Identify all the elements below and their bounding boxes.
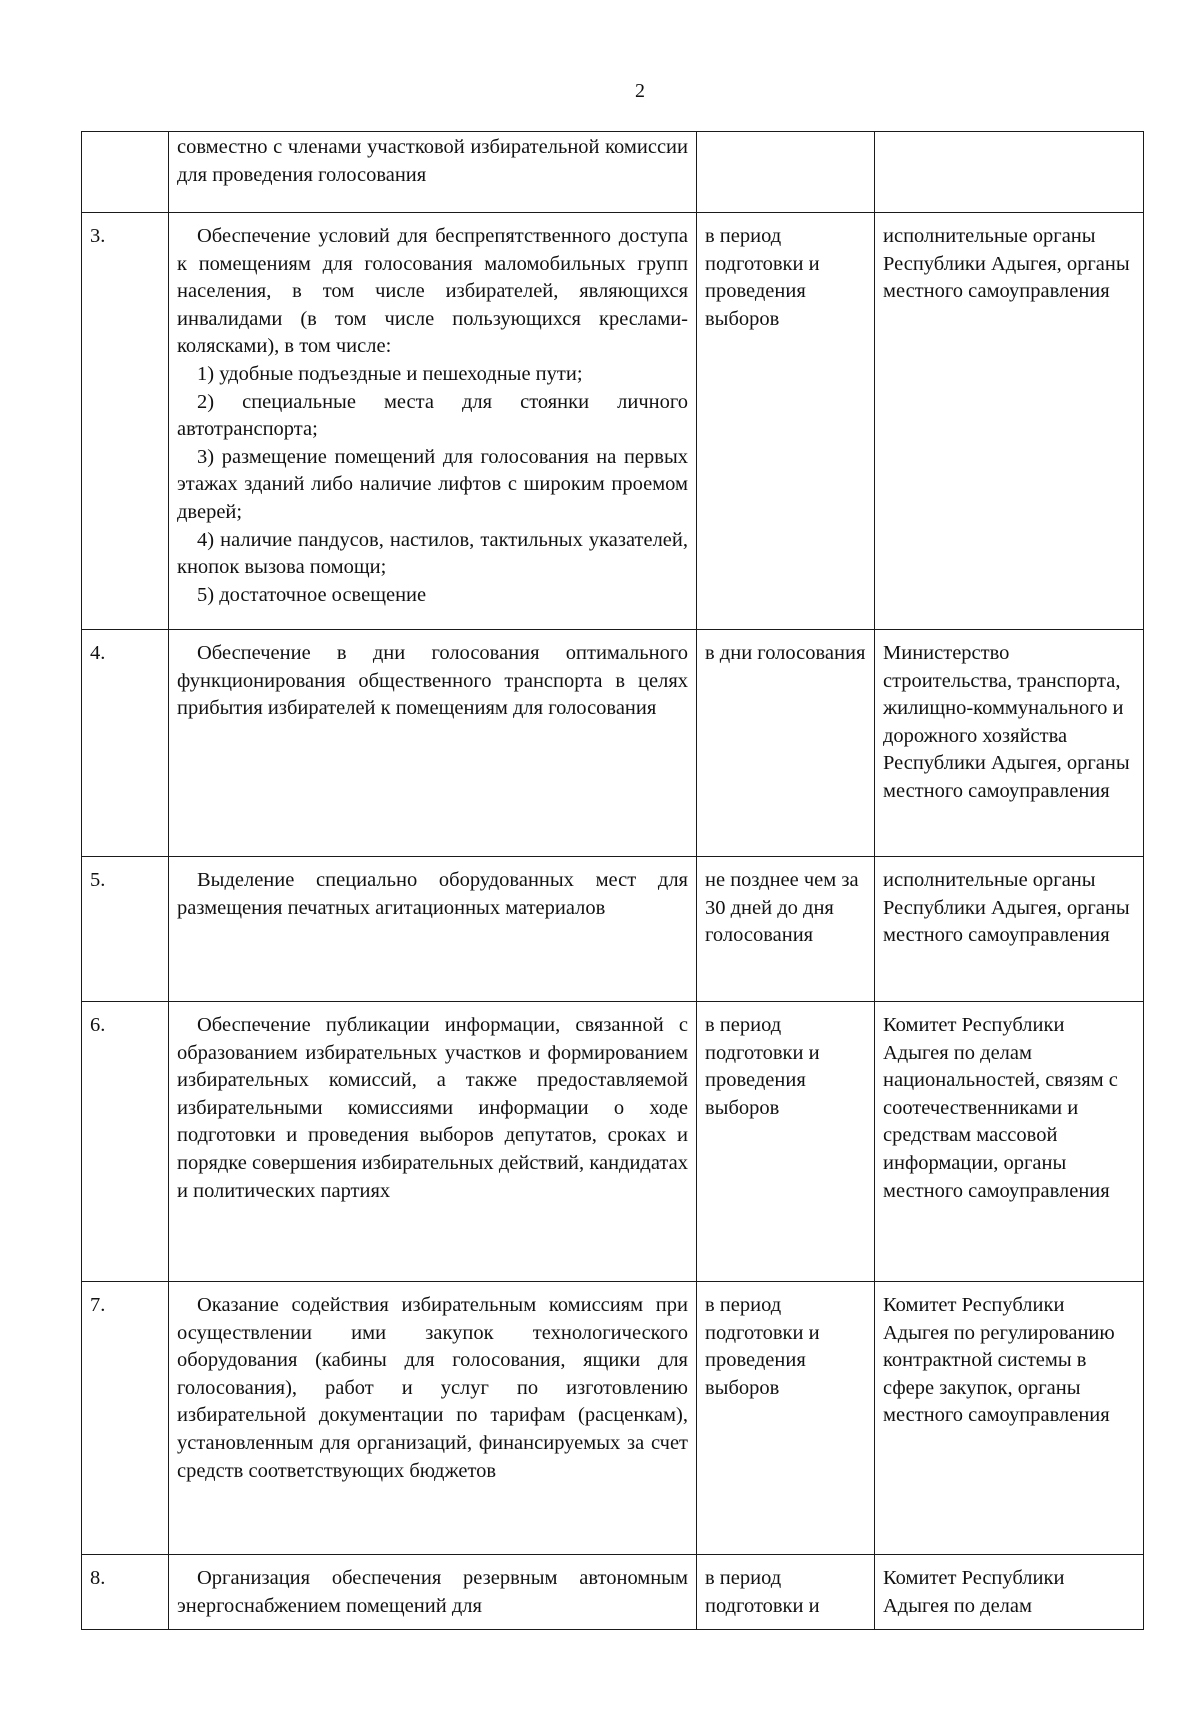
row-description: [169, 1002, 697, 1282]
row-number: 8.: [82, 1555, 169, 1630]
description-list-item: 5) достаточное освещение: [197, 583, 427, 606]
row-term: в дни голосования: [697, 630, 875, 857]
row-term: не позднее чем за 30 дней до дня голосования: [697, 857, 875, 1002]
row-number: 6.: [82, 1002, 169, 1282]
measures-table: [81, 131, 1144, 1630]
row-description: [169, 1555, 697, 1630]
description-paragraph: Оказание содействия избирательным комиссиям при осуществлении ими закупок технологического оборудования (кабины для голосования, ящики для голосования), работ и услуг по изготовлению избирательной документации по тарифам (расценкам), установленным для организаций, финансируемых за счет средств соответствующих бюджетов: [177, 1294, 688, 1482]
table-row: [82, 1282, 1144, 1555]
row-term: в период подготовки и проведения выборов: [697, 213, 875, 630]
row-term: в период подготовки и: [697, 1555, 875, 1630]
row-responsible: исполнительные органы Республики Адыгея, органы местного самоуправления: [875, 857, 1144, 1002]
table-row: [82, 857, 1144, 1002]
table-row: [82, 132, 1144, 213]
table-row: [82, 630, 1144, 857]
row-number: 5.: [82, 857, 169, 1002]
row-number: 4.: [82, 630, 169, 857]
row-responsible: Комитет Республики Адыгея по делам национальностей, связям с соотечественниками и средствам массовой информации, органы местного самоуправления: [875, 1002, 1144, 1282]
row-description: [169, 213, 697, 630]
description-paragraph: совместно с членами участковой избирательной комиссии для проведения голосования: [177, 136, 688, 186]
description-paragraph: Организация обеспечения резервным автономным энергоснабжением помещений для: [177, 1567, 688, 1617]
row-responsible: Министерство строительства, транспорта, жилищно-коммунального и дорожного хозяйства Республики Адыгея, органы местного самоуправления: [875, 630, 1144, 857]
row-description: [169, 857, 697, 1002]
row-responsible: Комитет Республики Адыгея по делам: [875, 1555, 1144, 1630]
row-number: 3.: [82, 213, 169, 630]
description-list-item: 2) специальные места для стоянки личного автотранспорта;: [177, 390, 688, 441]
table-row: [82, 1002, 1144, 1282]
row-description: [169, 1282, 697, 1555]
row-responsible: Комитет Республики Адыгея по регулированию контрактной системы в сфере закупок, органы местного самоуправления: [875, 1282, 1144, 1555]
row-number: [82, 132, 169, 213]
row-number: 7.: [82, 1282, 169, 1555]
description-list-item: 1) удобные подъездные и пешеходные пути;: [197, 362, 583, 385]
row-responsible: [875, 132, 1144, 213]
table-row: [82, 1555, 1144, 1630]
description-paragraph: Выделение специально оборудованных мест для размещения печатных агитационных материалов: [177, 869, 688, 919]
description-list-item: 4) наличие пандусов, настилов, тактильных указателей, кнопок вызова помощи;: [177, 528, 688, 579]
row-description: [169, 630, 697, 857]
page-number: 2: [635, 80, 645, 102]
row-term: в период подготовки и проведения выборов: [697, 1282, 875, 1555]
row-term: в период подготовки и проведения выборов: [697, 1002, 875, 1282]
row-term: [697, 132, 875, 213]
description-paragraph: Обеспечение условий для беспрепятственного доступа к помещениям для голосования маломобильных групп населения, в том числе избирателей, являющихся инвалидами (в том числе пользующихся креслами-колясками), в том числе:: [177, 225, 688, 358]
description-list-item: 3) размещение помещений для голосования на первых этажах зданий либо наличие лифтов с широким проемом дверей;: [177, 445, 688, 523]
row-description: [169, 132, 697, 213]
row-responsible: исполнительные органы Республики Адыгея, органы местного самоуправления: [875, 213, 1144, 630]
description-paragraph: Обеспечение в дни голосования оптимального функционирования общественного транспорта в целях прибытия избирателей к помещениям для голосования: [177, 642, 688, 720]
table-row: [82, 213, 1144, 630]
description-paragraph: Обеспечение публикации информации, связанной с образованием избирательных участков и формированием избирательных комиссий, а также предоставляемой избирательными комиссиями информации о ходе подготовки и проведения выборов депутатов, сроках и порядке совершения избирательных действий, кандидатах и политических партиях: [177, 1014, 688, 1202]
